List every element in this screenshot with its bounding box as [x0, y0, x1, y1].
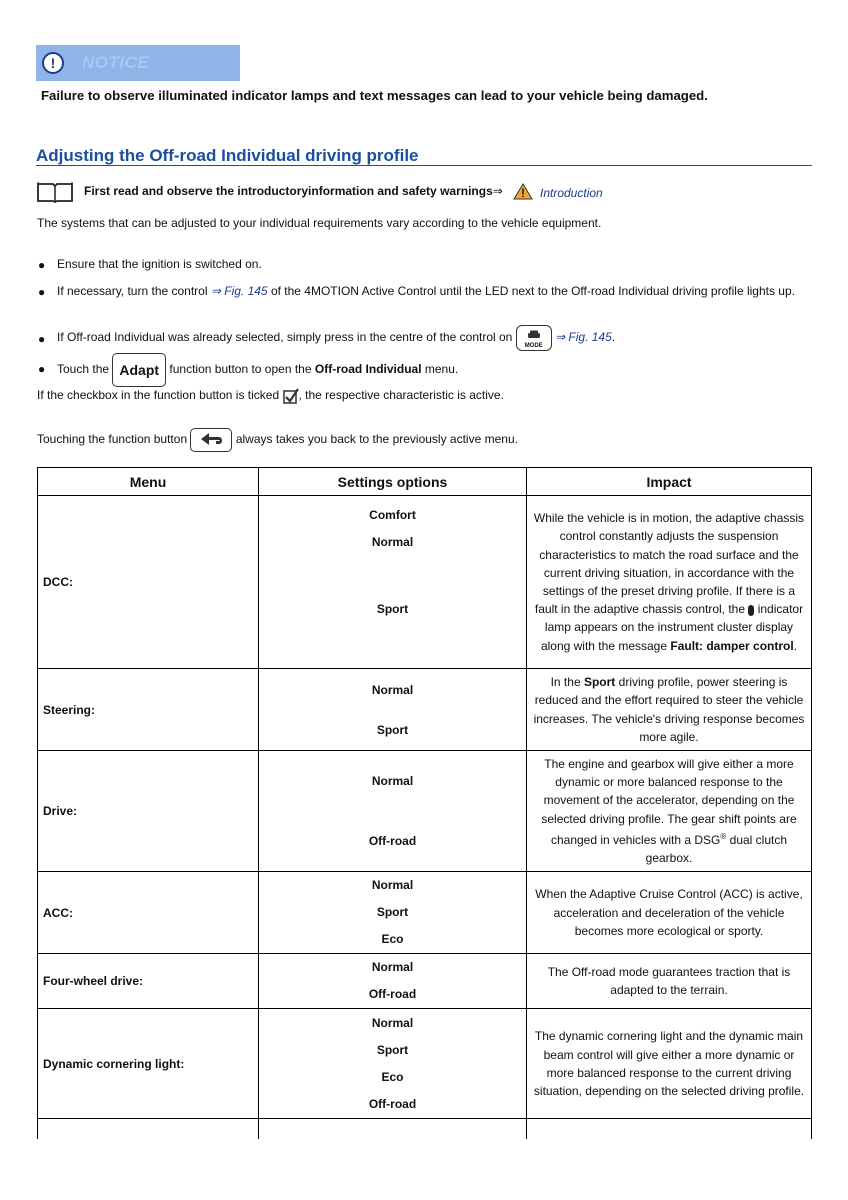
- options-cell: [259, 496, 527, 669]
- first-read-label: First read and observe the introductoryinformation and safety warnings: [84, 184, 493, 198]
- impact-end: .: [793, 638, 798, 653]
- bullet-dot: ●: [38, 332, 46, 346]
- menu-cell: DCC:: [38, 496, 259, 669]
- off-road-individual-label: Off-road Individual: [314, 362, 422, 377]
- impact-pre: In the: [550, 675, 581, 690]
- notice-text: Failure to observe illuminated indicator lamps and text messages can lead to your vehicle being damaged.: [41, 88, 708, 103]
- options-cell: [259, 669, 527, 751]
- options-cell: [259, 751, 527, 872]
- checkbox-ticked-icon: [283, 388, 299, 404]
- heading-rule: [36, 165, 812, 166]
- empty-cell: [38, 1119, 259, 1139]
- impact-pre: While the vehicle is in motion, the adaptive chassis control constantly adjusts the suspension characteristics to match the road surface and the current driving situation, in accordance with the settings of the preset driving profile. If there is a fault in the adaptive chassis control, the: [533, 511, 805, 617]
- option: Normal: [371, 774, 414, 789]
- bullet-2: [38, 283, 45, 301]
- empty-cell: [259, 1119, 527, 1139]
- menu-cell: ACC:: [38, 872, 259, 954]
- section-title: Adjusting the Off-road Individual driving profile: [36, 146, 419, 165]
- mode-button: [516, 325, 552, 351]
- menu-cell: Four-wheel drive:: [38, 954, 259, 1009]
- back-text: [37, 426, 518, 452]
- bullet-4: [38, 360, 45, 378]
- header-settings-options: Settings options: [259, 468, 527, 496]
- first-read-text: [84, 184, 503, 198]
- menu-cell: Steering:: [38, 669, 259, 751]
- option: Normal: [371, 682, 414, 697]
- systems-text: The systems that can be adjusted to your individual requirements vary according to the vehicle equipment.: [37, 216, 602, 230]
- table-row: [38, 669, 812, 751]
- bullet-4-mid: function button to open the: [169, 362, 312, 377]
- option: Normal: [371, 878, 414, 893]
- bullet-dot: ●: [38, 362, 46, 376]
- back-text-pre: Touching the function button: [37, 432, 188, 446]
- checkbox-text: [37, 387, 504, 404]
- empty-cell: [527, 1119, 812, 1139]
- impact-post: dual clutch gearbox.: [645, 832, 788, 866]
- table-row-empty: [38, 1119, 812, 1139]
- impact-post: driving profile, power steering is reduced and the effort required to steer the vehicle increases. The vehicle's driving response becomes more agile.: [533, 675, 805, 744]
- menu-cell: Dynamic cornering light:: [38, 1009, 259, 1119]
- adapt-button: Adapt: [112, 353, 166, 387]
- checkbox-text-pre: If the checkbox in the function button is ticked: [37, 388, 280, 402]
- impact-pre: The engine and gearbox will give either a more dynamic or more balanced response to the movement of the accelerator, depending on the selected driving profile. The gear shift points are changed in vehicles with a DSG: [541, 757, 797, 847]
- bullet-1: [38, 256, 45, 274]
- warning-triangle-icon: [513, 183, 533, 200]
- exclamation-circle-icon: !: [42, 52, 64, 74]
- registered-mark: ®: [720, 831, 727, 841]
- back-text-post: always takes you back to the previously active menu.: [235, 432, 518, 446]
- option: Normal: [371, 1015, 414, 1030]
- option: Sport: [376, 905, 409, 920]
- table-row: [38, 496, 812, 669]
- table-row: [38, 872, 812, 954]
- menu-cell: Drive:: [38, 751, 259, 872]
- option: Eco: [381, 932, 404, 947]
- bullet-4-pre: Touch the: [57, 362, 110, 377]
- table-row: [38, 1009, 812, 1119]
- bullet-dot: ●: [38, 285, 46, 299]
- option: Normal: [371, 960, 414, 975]
- impact-bold: Fault: damper control: [670, 638, 794, 653]
- option: Off-road: [368, 1096, 417, 1111]
- options-cell: [259, 872, 527, 954]
- impact-cell: [527, 751, 812, 872]
- settings-table: [37, 467, 812, 1139]
- bullet-3-text: [57, 322, 615, 352]
- table-row: [38, 954, 812, 1009]
- option: Off-road: [368, 987, 417, 1002]
- bullet-2-text: [57, 283, 807, 300]
- damper-lamp-icon: [748, 605, 754, 616]
- impact-bold: Sport: [583, 675, 616, 690]
- table-header-row: [38, 468, 812, 496]
- introduction-link[interactable]: Introduction: [540, 186, 603, 200]
- mode-label: MODE: [524, 342, 543, 349]
- bullet-3-dot: .: [611, 330, 616, 344]
- options-cell: [259, 1009, 527, 1119]
- arrow-symbol: ⇒: [492, 184, 503, 198]
- header-impact: Impact: [527, 468, 812, 496]
- option: Eco: [381, 1069, 404, 1084]
- back-button: [190, 428, 232, 452]
- open-book-icon: [36, 181, 74, 203]
- bullet-4-post: menu.: [424, 362, 459, 377]
- options-cell: [259, 954, 527, 1009]
- bullet-4-text: [57, 353, 458, 387]
- bullet-3: [38, 330, 45, 348]
- option: Sport: [376, 1042, 409, 1057]
- car-icon: [527, 330, 541, 339]
- impact-cell: The dynamic cornering light and the dynamic main beam control will give either a more dynamic or more balanced response to the current driving situation, depending on the selected driving profile.: [527, 1009, 812, 1119]
- impact-cell: [527, 496, 812, 669]
- option: Sport: [376, 602, 409, 616]
- bullet-2-post: of the 4MOTION Active Control until the LED next to the Off-road Individual driving profile lights up.: [267, 284, 795, 298]
- impact-cell: [527, 669, 812, 751]
- option: Comfort: [369, 508, 416, 522]
- option: Off-road: [368, 834, 417, 849]
- back-arrow-icon: [191, 429, 229, 449]
- checkbox-text-post: , the respective characteristic is active.: [298, 388, 504, 402]
- bullet-3-pre: If Off-road Individual was already selected, simply press in the centre of the control on: [57, 330, 513, 344]
- impact-post: indicator lamp appears on the instrument cluster display along with the message: [540, 602, 804, 653]
- fig-145-link[interactable]: ⇒ Fig. 145: [210, 284, 268, 298]
- notice-label: NOTICE: [82, 53, 150, 72]
- table-row: [38, 751, 812, 872]
- option: Sport: [376, 722, 409, 737]
- bullet-dot: ●: [38, 258, 46, 272]
- impact-cell: The Off-road mode guarantees traction that is adapted to the terrain.: [527, 954, 812, 1009]
- header-menu: Menu: [38, 468, 259, 496]
- bullet-2-pre: If necessary, turn the control: [57, 284, 211, 298]
- fig-145-link-2[interactable]: ⇒ Fig. 145: [555, 330, 612, 344]
- impact-cell: When the Adaptive Cruise Control (ACC) is active, acceleration and deceleration of the vehicle becomes more ecological or sporty.: [527, 872, 812, 954]
- option: Normal: [371, 535, 414, 549]
- bullet-1-text: Ensure that the ignition is switched on.: [57, 257, 262, 271]
